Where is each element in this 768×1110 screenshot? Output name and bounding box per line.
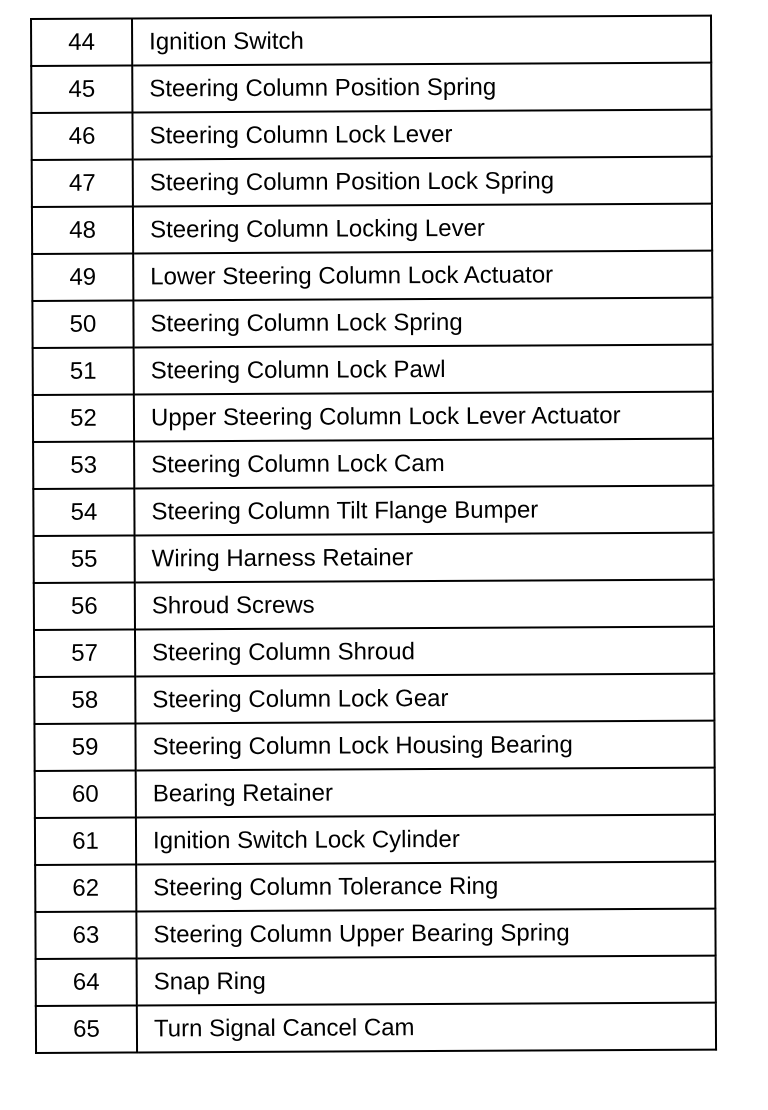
table-row	[36, 956, 716, 1006]
part-description-cell: Turn Signal Cancel Cam	[137, 1003, 716, 1053]
part-description-cell: Shroud Screws	[135, 580, 714, 630]
part-number-cell: 65	[36, 1005, 137, 1052]
part-number-cell: 57	[34, 629, 135, 676]
table-row	[31, 63, 711, 113]
part-number-cell: 58	[34, 676, 135, 723]
part-number-cell: 50	[32, 300, 133, 347]
part-description-cell: Wiring Harness Retainer	[135, 533, 714, 583]
table-row	[34, 721, 714, 771]
table-row	[33, 486, 713, 536]
part-number-cell: 52	[33, 394, 134, 441]
table-row	[32, 251, 712, 301]
part-number-cell: 54	[33, 488, 134, 535]
table-row	[36, 1003, 716, 1053]
part-number-cell: 45	[31, 66, 132, 113]
part-number-cell: 48	[32, 206, 133, 253]
part-description-cell: Steering Column Tilt Flange Bumper	[134, 486, 713, 536]
table-row	[33, 345, 713, 395]
table-row	[32, 298, 712, 348]
part-number-cell: 61	[35, 817, 136, 864]
part-description-cell: Steering Column Lock Pawl	[134, 345, 713, 395]
part-description-cell: Steering Column Position Spring	[132, 63, 711, 113]
parts-table	[30, 15, 717, 1054]
part-description-cell: Steering Column Locking Lever	[133, 204, 712, 254]
part-number-cell: 64	[36, 958, 137, 1005]
part-number-cell: 62	[35, 864, 136, 911]
part-number-cell: 59	[34, 723, 135, 770]
part-description-cell: Steering Column Lock Cam	[134, 439, 713, 489]
table-row	[34, 533, 714, 583]
table-row	[35, 862, 715, 912]
table-row	[34, 674, 714, 724]
parts-table-container	[30, 15, 717, 1092]
part-description-cell: Steering Column Position Lock Spring	[133, 157, 712, 207]
part-description-cell: Snap Ring	[137, 956, 716, 1006]
part-description-cell: Ignition Switch	[132, 16, 711, 66]
part-number-cell: 53	[33, 441, 134, 488]
part-description-cell: Upper Steering Column Lock Lever Actuator	[134, 392, 713, 442]
part-description-cell: Steering Column Shroud	[135, 627, 714, 677]
part-number-cell: 51	[33, 347, 134, 394]
table-row	[33, 392, 713, 442]
part-number-cell: 63	[35, 911, 136, 958]
part-description-cell: Steering Column Upper Bearing Spring	[136, 909, 715, 959]
table-row	[34, 580, 714, 630]
part-number-cell: 47	[32, 159, 133, 206]
part-number-cell: 56	[34, 582, 135, 629]
table-row	[31, 16, 711, 66]
part-description-cell: Steering Column Tolerance Ring	[136, 862, 715, 912]
table-row	[35, 768, 715, 818]
part-description-cell: Lower Steering Column Lock Actuator	[133, 251, 712, 301]
table-row	[35, 815, 715, 865]
part-number-cell: 46	[31, 113, 132, 160]
part-number-cell: 60	[35, 770, 136, 817]
table-row	[33, 439, 713, 489]
part-description-cell: Steering Column Lock Lever	[132, 110, 711, 160]
part-description-cell: Steering Column Lock Spring	[133, 298, 712, 348]
table-row	[32, 157, 712, 207]
part-number-cell: 49	[32, 253, 133, 300]
part-number-cell: 55	[34, 535, 135, 582]
part-number-cell: 44	[31, 19, 132, 66]
table-row	[31, 110, 711, 160]
table-row	[32, 204, 712, 254]
part-description-cell: Ignition Switch Lock Cylinder	[136, 815, 715, 865]
part-description-cell: Steering Column Lock Gear	[135, 674, 714, 724]
part-description-cell: Steering Column Lock Housing Bearing	[135, 721, 714, 771]
parts-table-body	[31, 16, 716, 1053]
part-description-cell: Bearing Retainer	[136, 768, 715, 818]
table-row	[34, 627, 714, 677]
table-row	[35, 909, 715, 959]
